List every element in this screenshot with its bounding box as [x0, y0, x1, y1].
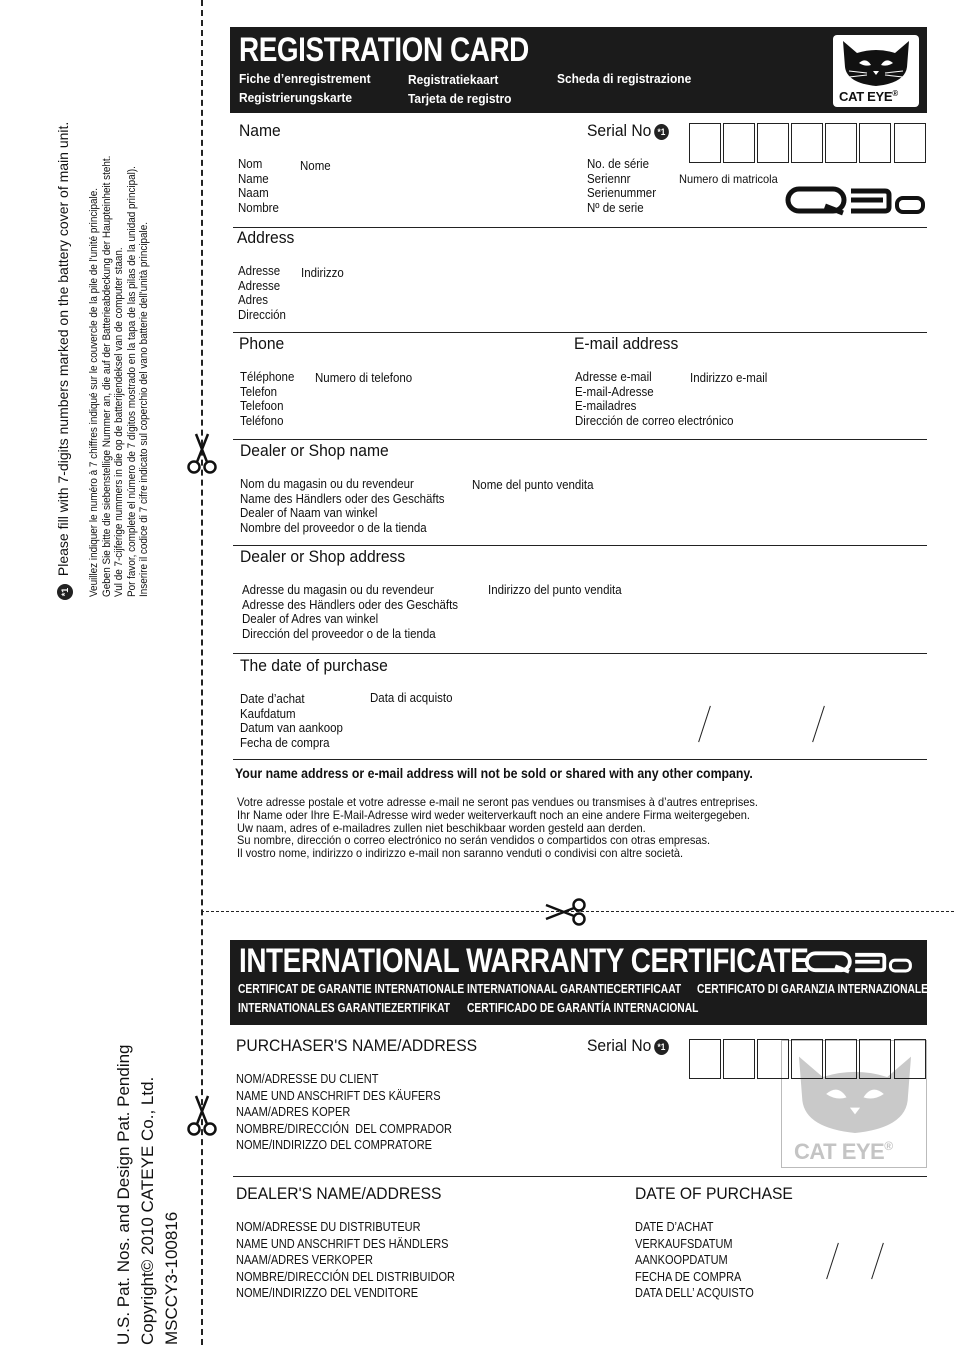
phone-italian: Numero di telefono	[315, 371, 413, 385]
registration-title: REGISTRATION CARD	[239, 31, 529, 69]
patent-text: U.S. Pat. Nos. and Design Pat. Pending	[114, 1044, 133, 1345]
q3a-model-logo	[785, 186, 927, 216]
warranty-subtitle-col1: CERTIFICAT DE GARANTIE INTERNATIONALE INTERNATIONALES GARANTIEZERTIFIKAT	[238, 982, 465, 1015]
scissors-icon	[544, 897, 588, 927]
divider	[233, 1176, 927, 1177]
address-translations: Adresse Adresse Adres Dirección	[238, 264, 286, 322]
email-label: E-mail address	[574, 334, 679, 353]
warranty-serial-label: Serial No *1	[587, 1036, 669, 1056]
scissors-icon	[186, 1094, 218, 1138]
date-translations: Date d’achat Kaufdatum Datum van aankoop Fecha de compra	[240, 692, 343, 750]
scissors-icon	[186, 432, 218, 476]
serial-digit-5[interactable]	[825, 123, 857, 163]
warranty-title: INTERNATIONAL WARRANTY CERTIFICATE	[239, 942, 809, 980]
stamp-wordmark: CAT EYE®	[794, 1139, 893, 1164]
serial-italian: Numero di matricola	[679, 172, 778, 186]
purchaser-translations: NOM/ADRESSE DU CLIENT NAME UND ANSCHRIFT DES KÄUFERS NAAM/ADRES KOPER NOMBRE/DIRECCIÓN DEL COMPRADOR NOME/INDIRIZZO DEL COMPRATORE	[236, 1072, 452, 1153]
warranty-serial-badge: *1	[654, 1039, 669, 1055]
purchase-date-label: DATE OF PURCHASE	[635, 1184, 793, 1203]
copyright-text: Copyright© 2010 CATEYE Co., Ltd.	[138, 1076, 157, 1345]
purchaser-label: PURCHASER'S NAME/ADDRESS	[236, 1036, 478, 1055]
warranty-serial-digit-7[interactable]	[894, 1039, 926, 1079]
translation-fr: Veuillez indiquer le numéro à 7 chiffres indiqué sur le couvercle de la pile de l'unité principale.	[88, 188, 100, 597]
email-italian: Indirizzo e-mail	[690, 371, 768, 385]
name-italian: Nome	[300, 159, 331, 173]
translation-de: Geben Sie bitte die siebenstellige Nummer an, die auf der Batterieabdeckung der Haupteinheit steht.	[100, 155, 113, 597]
serial-digit-2[interactable]	[723, 123, 755, 163]
date-italian: Data di acquisto	[370, 691, 453, 705]
date-separator	[871, 1243, 884, 1279]
warranty-header	[230, 940, 927, 1025]
warranty-serial-digit-3[interactable]	[757, 1039, 789, 1079]
q3a-model-logo	[802, 951, 916, 974]
dealer-name-label: Dealer or Shop name	[240, 441, 389, 460]
warranty-serial-digit-2[interactable]	[723, 1039, 755, 1079]
serial-digit-6[interactable]	[859, 123, 891, 163]
registration-subtitle-col1: Fiche d’enregistrement Registrierungskarte	[239, 71, 371, 105]
date-separator	[826, 1243, 839, 1279]
privacy-translations: Votre adresse postale et votre adresse e-mail ne seront pas vendues ou transmises à d’autres entreprises. Ihr Name oder Ihre E-Mail-Adresse wird weder weiterverkauft noch an eine andere Firma weitergegeben. Uw naam, adres of e-mailadres zullen niet beschikbaar worden gesteld aan derden. Su nombre, dirección o correo electrónico no serán vendidos o compartidos con otras empresas. Il vostro nome, indirizzo o indirizzo e-mail non saranno venduti o condivisi con altre società.	[237, 795, 759, 861]
divider	[233, 653, 927, 654]
translation-it: Inserire il codice di 7 cifre indicato sul coperchio del vano batterie dell'unità principale.	[138, 221, 150, 598]
warranty-serial-digit-6[interactable]	[859, 1039, 891, 1079]
warranty-subtitle-col3: CERTIFICATO DI GARANZIA INTERNAZIONALE	[697, 982, 928, 996]
privacy-statement: Your name address or e-mail address will not be sold or shared with any other company.	[235, 765, 753, 781]
cateye-logo	[833, 35, 919, 107]
date-separator	[812, 706, 825, 742]
serial-badge: *1	[654, 124, 669, 140]
cateye-cat-icon	[833, 37, 919, 89]
translation-nl: Vul de 7-cijferige nummers in die op de batterijendeksel van de computer staan.	[113, 247, 125, 597]
warranty-serial-digit-4[interactable]	[791, 1039, 823, 1079]
divider	[233, 545, 927, 546]
battery-note-translations	[88, 156, 151, 597]
legal-block	[112, 1044, 184, 1345]
battery-note	[55, 122, 73, 600]
translation-es: Por favor, complete el número de 7 dígitos mostrado en la tapa de las pilas de la unidad principal).	[125, 166, 138, 597]
serial-translations: No. de série Seriennr Serienummer Nº de serie	[587, 157, 657, 215]
document-code: MSCCY3-100816	[162, 1211, 181, 1345]
warranty-serial-digit-1[interactable]	[689, 1039, 721, 1079]
email-translations: Adresse e-mail E-mail-Adresse E-mailadres Dirección de correo electrónico	[575, 370, 734, 428]
battery-note-text: Please fill with 7-digits numbers marked on the battery cover of main unit.	[55, 121, 71, 577]
serial-label: Serial No *1	[587, 121, 669, 141]
name-translations: Nom Name Naam Nombre	[238, 157, 279, 215]
dealer-address-italian: Indirizzo del punto vendita	[488, 583, 622, 597]
warranty-subtitle-col2: INTERNATIONAAL GARANTIECERTIFICAAT CERTIFICADO DE GARANTÍA INTERNACIONAL	[467, 982, 699, 1015]
serial-digit-4[interactable]	[791, 123, 823, 163]
name-label: Name	[239, 121, 281, 140]
note-badge: *1	[57, 584, 73, 600]
registration-header	[230, 27, 927, 113]
phone-translations: Téléphone Telefon Telefoon Teléfono	[240, 370, 295, 428]
divider	[233, 439, 927, 440]
dealer-name-translations: Nom du magasin ou du revendeur Name des Händlers oder des Geschäfts Dealer of Naam van winkel Nombre del proveedor o de la tienda	[240, 477, 445, 535]
address-italian: Indirizzo	[301, 266, 344, 280]
dealer-address-label: Dealer or Shop address	[240, 547, 406, 566]
date-label: The date of purchase	[240, 656, 388, 675]
purchase-date-translations: DATE D’ACHAT VERKAUFSDATUM AANKOOPDATUM FECHA DE COMPRA DATA DELL’ ACQUISTO	[635, 1220, 754, 1301]
dealer-translations: NOM/ADRESSE DU DISTRIBUTEUR NAME UND ANSCHRIFT DES HÄNDLERS NAAM/ADRES VERKOPER NOMBRE/DIRECCIÓN DEL DISTRIBUIDOR NOME/INDIRIZZO DEL VENDITORE	[236, 1220, 456, 1301]
dealer-label: DEALER'S NAME/ADDRESS	[236, 1184, 442, 1203]
serial-digit-7[interactable]	[894, 123, 926, 163]
dealer-name-italian: Nome del punto vendita	[472, 478, 594, 492]
address-label: Address	[237, 228, 295, 247]
dealer-address-translations: Adresse du magasin ou du revendeur Adresse des Händlers oder des Geschäfts Dealer of Adres van winkel Dirección del proveedor o de la tienda	[242, 583, 459, 641]
registration-subtitle-col3: Scheda di registrazione	[557, 71, 692, 86]
vertical-cut-line	[201, 0, 203, 1345]
registration-subtitle-col2: Registratiekaart Tarjeta de registro	[408, 72, 512, 106]
serial-digit-3[interactable]	[757, 123, 789, 163]
serial-digit-1[interactable]	[689, 123, 721, 163]
phone-label: Phone	[239, 334, 285, 353]
divider	[233, 759, 927, 760]
warranty-serial-digit-5[interactable]	[825, 1039, 857, 1079]
date-separator	[698, 706, 711, 742]
divider	[233, 332, 927, 333]
logo-wordmark: CAT EYE®	[839, 89, 898, 104]
divider	[233, 227, 927, 228]
